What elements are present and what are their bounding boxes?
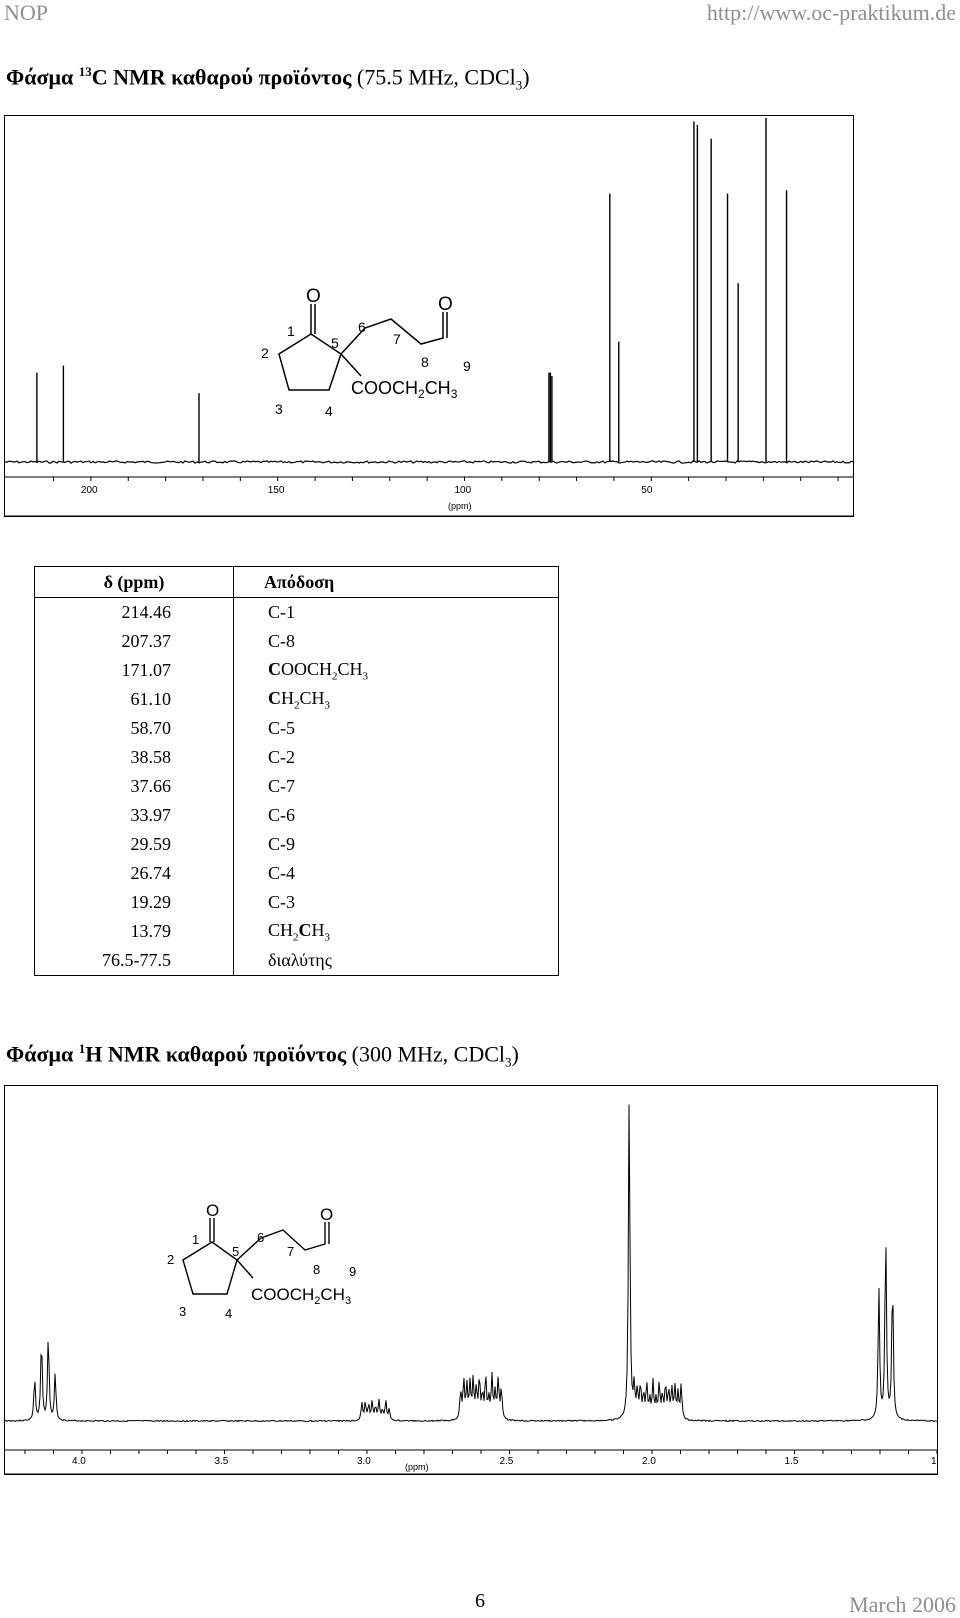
shift-cell: 58.70 — [35, 714, 234, 743]
table-row — [35, 946, 559, 976]
h1-struct-num-4: 4 — [225, 1306, 233, 1321]
h1-struct-num-2: 2 — [167, 1252, 175, 1267]
c13-assignment-table — [34, 566, 559, 976]
h1-struct-num-6: 6 — [257, 1230, 265, 1245]
c13-title-close: ) — [522, 64, 530, 90]
table-row — [35, 888, 559, 917]
table-header-assignment: Απόδοση — [234, 567, 559, 598]
h1-tick-label: 1.5 — [784, 1456, 799, 1467]
assignment-cell: C-8 — [234, 627, 559, 656]
h1-ticks — [25, 1450, 937, 1467]
shift-cell: 26.74 — [35, 859, 234, 888]
h1-title-conditions: (300 MHz, CDCl — [351, 1041, 506, 1067]
assignment-cell: C-5 — [234, 714, 559, 743]
c13-struct-num-3: 3 — [275, 401, 283, 417]
page-number: 6 — [475, 1590, 485, 1612]
assignment-cell: C-6 — [234, 801, 559, 830]
c13-title-prefix: Φάσμα — [6, 64, 74, 90]
h1-spectrum-plot — [5, 1086, 937, 1474]
assignment-cell: C-9 — [234, 830, 559, 859]
c13-tick-label: 200 — [80, 485, 98, 496]
assignment-cell: C-2 — [234, 743, 559, 772]
shift-cell: 207.37 — [35, 627, 234, 656]
c13-tick-label: 100 — [454, 485, 472, 496]
c13-title — [6, 64, 530, 94]
c13-struct-o2: O — [438, 294, 453, 315]
table-row — [35, 801, 559, 830]
h1-struct-num-1: 1 — [192, 1232, 200, 1247]
h1-struct-num-7: 7 — [287, 1244, 295, 1259]
shift-cell: 19.29 — [35, 888, 234, 917]
assignment-cell: C-1 — [234, 598, 559, 628]
c13-title-conditions: (75.5 MHz, CDCl — [356, 64, 516, 90]
c13-baseline — [5, 461, 853, 463]
h1-tick-label: 1 — [931, 1456, 937, 1467]
h1-tick-label: 2.5 — [499, 1456, 514, 1467]
h1-tick-label: 3.5 — [214, 1456, 229, 1467]
shift-cell: 76.5-77.5 — [35, 946, 234, 976]
h1-struct-o2: O — [320, 1205, 334, 1224]
c13-struct-substituent: $COOCH_2CH_3$ — [351, 378, 458, 401]
h1-structure — [167, 1201, 356, 1321]
shift-cell: 38.58 — [35, 743, 234, 772]
shift-cell: 29.59 — [35, 830, 234, 859]
c13-tick-label: 150 — [267, 485, 285, 496]
table-row — [35, 859, 559, 888]
assignment-cell: διαλύτης — [234, 946, 559, 976]
h1-tick-label: 3.0 — [356, 1456, 371, 1467]
c13-spectrum-plot — [5, 116, 853, 516]
shift-cell: 171.07 — [35, 656, 234, 685]
h1-title-main: H NMR καθαρού προϊόντος — [85, 1041, 347, 1067]
c13-title-main: C NMR καθαρού προϊόντος — [91, 64, 352, 90]
c13-title-sub: 3 — [515, 77, 523, 93]
table-row — [35, 656, 559, 685]
c13-peaks — [37, 118, 787, 462]
c13-axis-unit: (ppm) — [448, 501, 472, 511]
shift-cell: 37.66 — [35, 772, 234, 801]
c13-struct-num-6: 6 — [358, 319, 366, 335]
footer-date: March 2006 — [849, 1592, 956, 1617]
c13-tick-label: 50 — [641, 485, 653, 496]
c13-struct-num-8: 8 — [421, 354, 429, 370]
table-row — [35, 685, 559, 714]
table-row — [35, 743, 559, 772]
h1-title-close: ) — [511, 1041, 519, 1067]
assignment-cell: $CH_2CH_3$ — [234, 917, 559, 946]
shift-cell: 61.10 — [35, 685, 234, 714]
c13-spectrum — [4, 115, 854, 517]
shift-cell: 13.79 — [35, 917, 234, 946]
assignment-cell: C-4 — [234, 859, 559, 888]
table-header-shift: δ (ppm) — [35, 567, 234, 598]
assignment-cell: $COOCH_2CH_3$ — [234, 656, 559, 685]
h1-tick-label: 2.0 — [641, 1456, 656, 1467]
h1-trace — [5, 1105, 937, 1422]
h1-struct-substituent: $COOCH_2CH_3$ — [251, 1285, 352, 1307]
h1-title-prefix: Φάσμα — [6, 1041, 74, 1067]
assignment-cell: C-3 — [234, 888, 559, 917]
h1-title — [6, 1041, 519, 1071]
h1-struct-num-9: 9 — [349, 1264, 357, 1279]
c13-struct-num-2: 2 — [261, 345, 269, 361]
shift-cell: 33.97 — [35, 801, 234, 830]
h1-tick-label: 4.0 — [71, 1456, 86, 1467]
c13-structure — [261, 286, 471, 419]
table-row — [35, 714, 559, 743]
c13-struct-num-9: 9 — [463, 358, 471, 374]
table-row — [35, 772, 559, 801]
header-url: http://www.oc-praktikum.de — [706, 0, 956, 25]
h1-struct-num-8: 8 — [313, 1262, 321, 1277]
c13-struct-num-5: 5 — [331, 335, 339, 351]
c13-struct-o1: O — [306, 286, 321, 307]
table-row — [35, 598, 559, 628]
c13-struct-num-4: 4 — [325, 403, 333, 419]
h1-struct-num-5: 5 — [232, 1244, 240, 1259]
h1-title-sub: 3 — [505, 1054, 512, 1070]
h1-axis-unit: (ppm) — [405, 1462, 429, 1472]
table-header-row — [35, 567, 559, 598]
h1-struct-num-3: 3 — [179, 1304, 187, 1319]
shift-cell: 214.46 — [35, 598, 234, 628]
assignment-cell: C-7 — [234, 772, 559, 801]
table-row — [35, 627, 559, 656]
h1-spectrum — [4, 1085, 938, 1475]
h1-struct-o1: O — [206, 1201, 220, 1220]
c13-struct-num-7: 7 — [393, 331, 401, 347]
c13-title-isotope: 13 — [78, 64, 92, 79]
table-row — [35, 917, 559, 946]
c13-struct-num-1: 1 — [287, 323, 295, 339]
assignment-cell: $CH_2CH_3$ — [234, 685, 559, 714]
header-left: NOP — [4, 0, 49, 25]
table-row — [35, 830, 559, 859]
table-body — [35, 598, 559, 976]
h1-title-isotope: 1 — [78, 1041, 86, 1056]
c13-ticks — [54, 477, 838, 496]
